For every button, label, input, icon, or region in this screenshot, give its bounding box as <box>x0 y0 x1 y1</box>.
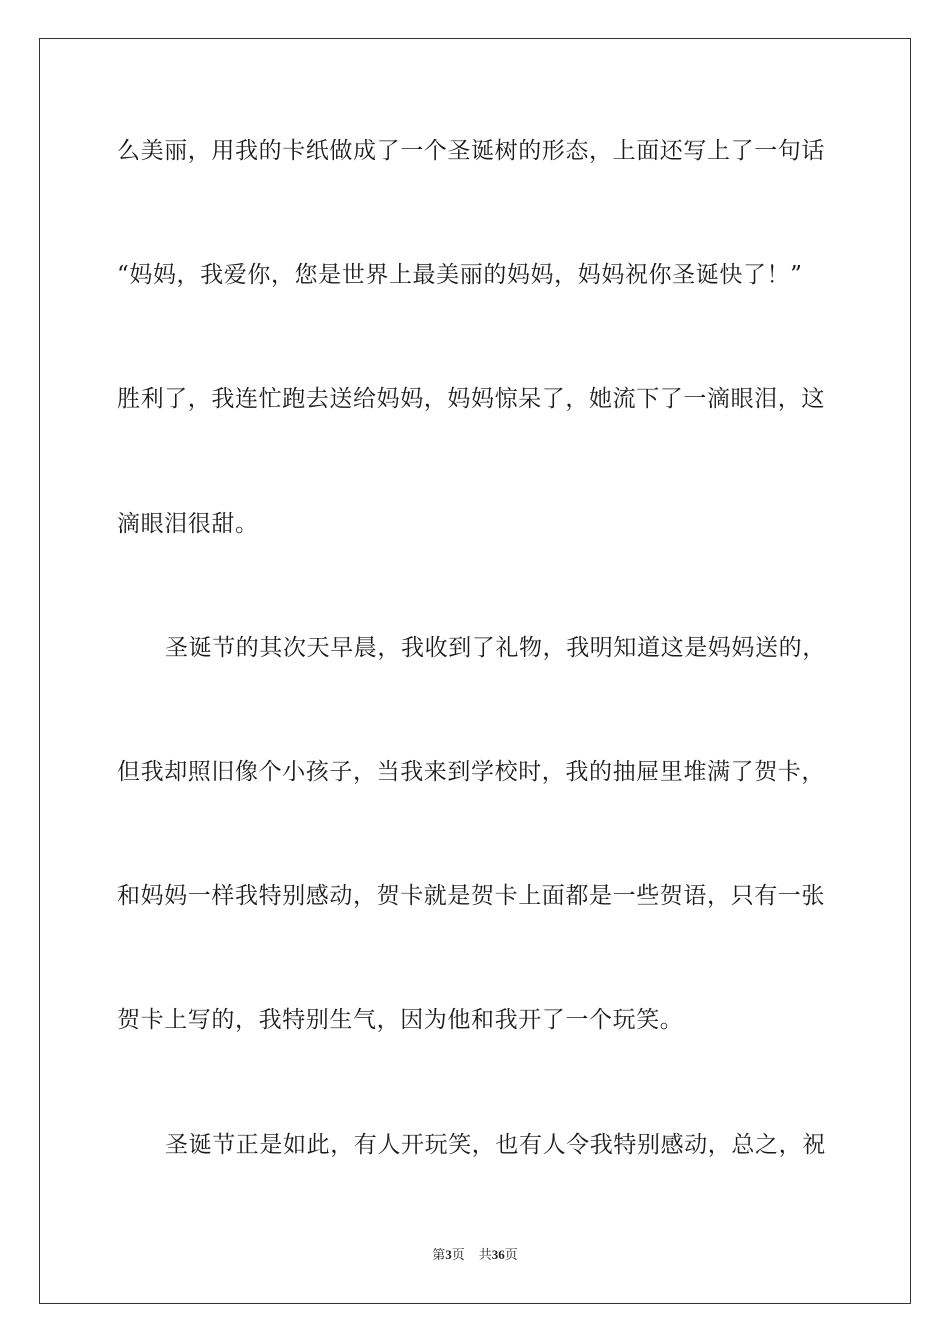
text-line-4: 滴眼泪很甜。 <box>117 511 259 537</box>
text-line-8: 贺卡上写的，我特别生气，因为他和我开了一个玩笑。 <box>117 1007 684 1033</box>
page-suffix: 页 <box>451 1248 465 1263</box>
text-line-5-paragraph-start: 圣诞节的其次天早晨，我收到了礼物，我明知道这是妈妈送的， <box>165 635 826 661</box>
total-pages: 36 <box>491 1247 505 1262</box>
text-line-2: “妈妈，我爱你，您是世界上最美丽的妈妈，妈妈祝你圣诞快了！” <box>117 262 803 288</box>
text-line-7: 和妈妈一样我特别感动，贺卡就是贺卡上面都是一些贺语，只有一张 <box>117 883 825 909</box>
text-line-1: 么美丽，用我的卡纸做成了一个圣诞树的形态，上面还写上了一句话 <box>117 138 825 164</box>
total-suffix: 页 <box>504 1248 518 1263</box>
text-line-3: 胜利了，我连忙跑去送给妈妈，妈妈惊呆了，她流下了一滴眼泪，这 <box>117 386 825 412</box>
text-line-9-paragraph-start: 圣诞节正是如此，有人开玩笑，也有人令我特别感动，总之，祝 <box>165 1132 826 1158</box>
page-footer <box>0 1246 950 1265</box>
total-prefix: 共 <box>478 1248 492 1263</box>
text-line-6: 但我却照旧像个小孩子，当我来到学校时，我的抽屉里堆满了贺卡， <box>117 759 825 785</box>
page-border <box>39 38 911 1304</box>
page-prefix: 第 <box>432 1248 446 1263</box>
page-number: 3 <box>445 1247 452 1262</box>
